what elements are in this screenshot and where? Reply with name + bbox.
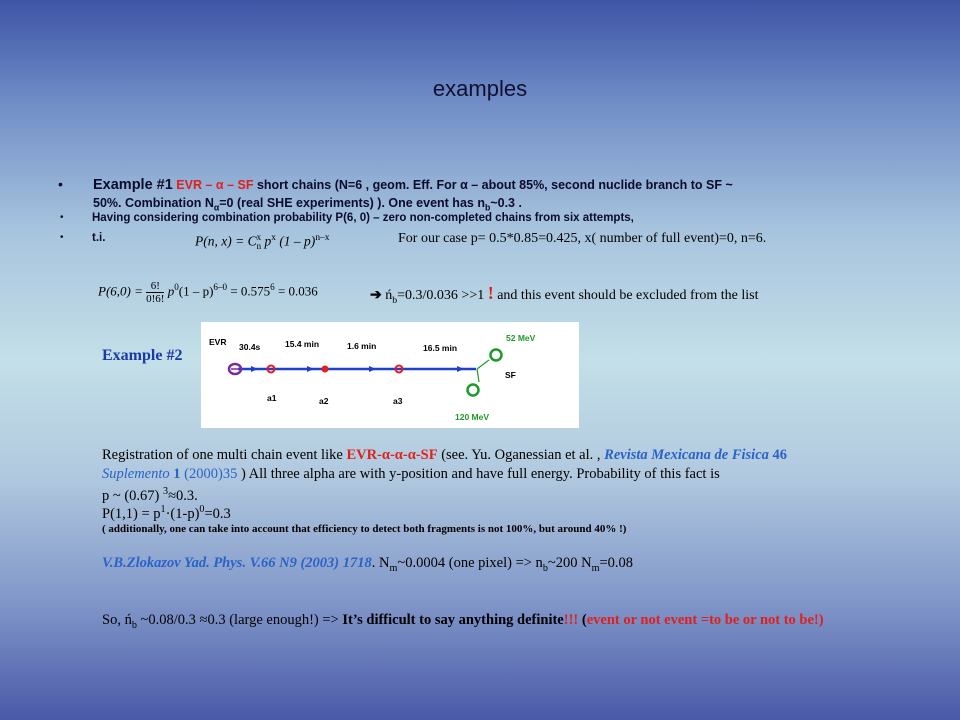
example1-text2: 50%. Combination N bbox=[93, 196, 214, 210]
diagram-sf-label: SF bbox=[505, 370, 516, 380]
diagram-energy-52: 52 MeV bbox=[506, 333, 536, 343]
p60-eq: = 0.575 bbox=[227, 283, 271, 299]
example1-text1: short chains (N=6 , geom. Eff. For α – about 85%, second nuclide branch to SF ~ bbox=[256, 178, 733, 192]
para-text2: (see. Yu. Oganessian et al. , bbox=[437, 447, 605, 463]
p60-eq-end: = 0.036 bbox=[274, 283, 318, 299]
conclusion-text3: and this event should be excluded from the list bbox=[493, 288, 759, 303]
diagram-alpha3-label: a3 bbox=[393, 396, 403, 406]
probability-p-line bbox=[102, 486, 198, 505]
example1-text4: ~0.3 . bbox=[490, 196, 522, 210]
p11-mid: ·(1-p) bbox=[165, 505, 200, 522]
arrow-icon: ➔ bbox=[370, 288, 382, 303]
arrow-icon bbox=[457, 366, 464, 372]
conclusion-excluded bbox=[370, 283, 759, 306]
final-t3: ( bbox=[578, 612, 587, 628]
formula-exp-nx: n–x bbox=[315, 233, 330, 243]
decay-chain-svg bbox=[201, 322, 579, 428]
final-t2: ~0.08/0.3 ≈0.3 (large enough!) => bbox=[136, 612, 343, 628]
p60-frac-den: 0!6! bbox=[146, 293, 165, 305]
example1-chain: EVR – α – SF bbox=[176, 178, 254, 192]
formula-p: p bbox=[261, 233, 272, 249]
para-volume: 46 bbox=[768, 447, 787, 463]
binomial-formula bbox=[195, 233, 329, 251]
p60-q-exp: 6–0 bbox=[213, 282, 228, 293]
p60-p-exp: 0 bbox=[174, 282, 179, 293]
p60-q: (1 – p) bbox=[178, 283, 214, 299]
example1-sub-b: b bbox=[484, 202, 491, 213]
para-year: (2000)35 bbox=[180, 466, 238, 482]
sf-fragment-120 bbox=[468, 385, 479, 396]
p60-frac-num: 6! bbox=[146, 280, 164, 293]
diagram-energy-120: 120 MeV bbox=[455, 412, 490, 422]
ref-t3: ~200 N bbox=[547, 555, 592, 571]
p60-lhs: P(6,0) = bbox=[98, 283, 147, 299]
sf-fragment-line-down bbox=[477, 369, 479, 382]
final-t1: So, ń bbox=[102, 612, 132, 628]
final-s1: b bbox=[131, 619, 137, 631]
ref-t2: ~0.0004 (one pixel) => n bbox=[397, 555, 543, 571]
conclusion-text2: =0.3/0.036 >>1 bbox=[397, 288, 488, 303]
ref-t4: =0.08 bbox=[599, 555, 634, 571]
diagram-time1: 30.4s bbox=[239, 342, 261, 352]
arrow-icon bbox=[307, 366, 314, 372]
final-bold: It’s difficult to say anything definite bbox=[342, 612, 564, 628]
ref-s2: b bbox=[542, 562, 548, 574]
example1-label: Example #1 bbox=[93, 177, 173, 193]
formula-sup-x: x bbox=[256, 232, 262, 243]
diagram-alpha2-label: a2 bbox=[319, 396, 329, 406]
p60-eq-exp: 6 bbox=[270, 282, 275, 293]
bullet-combination: Having considering combination probability P(6, 0) – zero non-completed chains from six attempts, bbox=[92, 212, 634, 224]
p-line-text: p ~ (0.67) bbox=[102, 487, 164, 504]
diagram-time2: 15.4 min bbox=[285, 339, 320, 349]
example1-text3: =0 (real SHE experiments) ). One event has n bbox=[219, 196, 485, 210]
final-exclamations: !!! bbox=[563, 612, 579, 628]
bullet-ti-label: t.i. bbox=[92, 232, 106, 244]
efficiency-note: ( additionally, one can take into account that efficiency to detect both fragments is not 100%, but around 40% !) bbox=[102, 523, 627, 535]
p-line-end: ≈0.3. bbox=[168, 487, 198, 504]
registration-paragraph bbox=[102, 446, 882, 484]
bullet-marker: • bbox=[58, 176, 63, 192]
sf-fragment-line-up bbox=[477, 360, 489, 369]
para-chain: EVR-α-α-α-SF bbox=[346, 447, 438, 463]
conclusion-text1: ń bbox=[381, 288, 393, 303]
ref-s1: m bbox=[389, 562, 398, 574]
para-text1: Registration of one multi chain event like bbox=[102, 447, 347, 463]
final-conclusion bbox=[102, 612, 824, 631]
formula-exp-x: x bbox=[271, 233, 276, 243]
probability-p11-line bbox=[102, 504, 231, 523]
alpha2-node bbox=[322, 366, 329, 373]
diagram-time3: 1.6 min bbox=[347, 341, 377, 351]
para-supplement: Suplemento bbox=[102, 466, 170, 482]
p11-text: P(1,1) = p bbox=[102, 505, 161, 522]
example2-label: Example #2 bbox=[102, 347, 183, 364]
formula-lhs: P(n, x) = C bbox=[195, 233, 257, 249]
zlokazov-reference bbox=[102, 555, 633, 574]
diagram-time4: 16.5 min bbox=[423, 343, 458, 353]
bullet-example1 bbox=[93, 176, 853, 217]
our-case-note: For our case p= 0.5*0.85=0.425, x( number of full event)=0, n=6. bbox=[398, 231, 767, 246]
p60-fraction bbox=[146, 280, 164, 305]
final-red-text: event or not event =to be or not to be!) bbox=[586, 612, 824, 628]
diagram-alpha1-label: a1 bbox=[267, 393, 277, 403]
para-text3: ) All three alpha are with y-position and have full energy. Probability of this fact is bbox=[237, 466, 720, 482]
conclusion-exclamation: ! bbox=[487, 283, 494, 303]
para-journal: Revista Mexicana de Fisica bbox=[604, 447, 769, 463]
p11-exp1: 1 bbox=[160, 504, 166, 515]
ref-cite: V.B.Zlokazov Yad. Phys. V.66 N9 (2003) 1718 bbox=[102, 555, 372, 571]
arrow-icon bbox=[251, 366, 258, 372]
para-number: 1 bbox=[169, 466, 181, 482]
sf-fragment-52 bbox=[491, 350, 502, 361]
diagram-evr-label: EVR bbox=[209, 337, 227, 347]
formula-one-minus-p: (1 – p) bbox=[275, 233, 316, 249]
example1-sub-alpha: α bbox=[213, 202, 220, 213]
bullet-marker: • bbox=[60, 232, 64, 243]
p60-formula bbox=[98, 280, 318, 305]
bullet-marker: • bbox=[60, 212, 64, 223]
decay-chain-diagram bbox=[201, 322, 579, 428]
ref-t1: . N bbox=[371, 555, 390, 571]
formula-sub-n: n bbox=[256, 241, 262, 252]
p60-p: p bbox=[164, 283, 175, 299]
conclusion-sub-b: b bbox=[392, 294, 398, 306]
p11-exp2: 0 bbox=[199, 504, 205, 515]
slide-title: examples bbox=[432, 76, 528, 101]
p11-end: =0.3 bbox=[204, 505, 231, 522]
ref-s3: m bbox=[591, 562, 600, 574]
arrow-icon bbox=[369, 366, 376, 372]
p-line-exp: 3 bbox=[163, 486, 169, 497]
